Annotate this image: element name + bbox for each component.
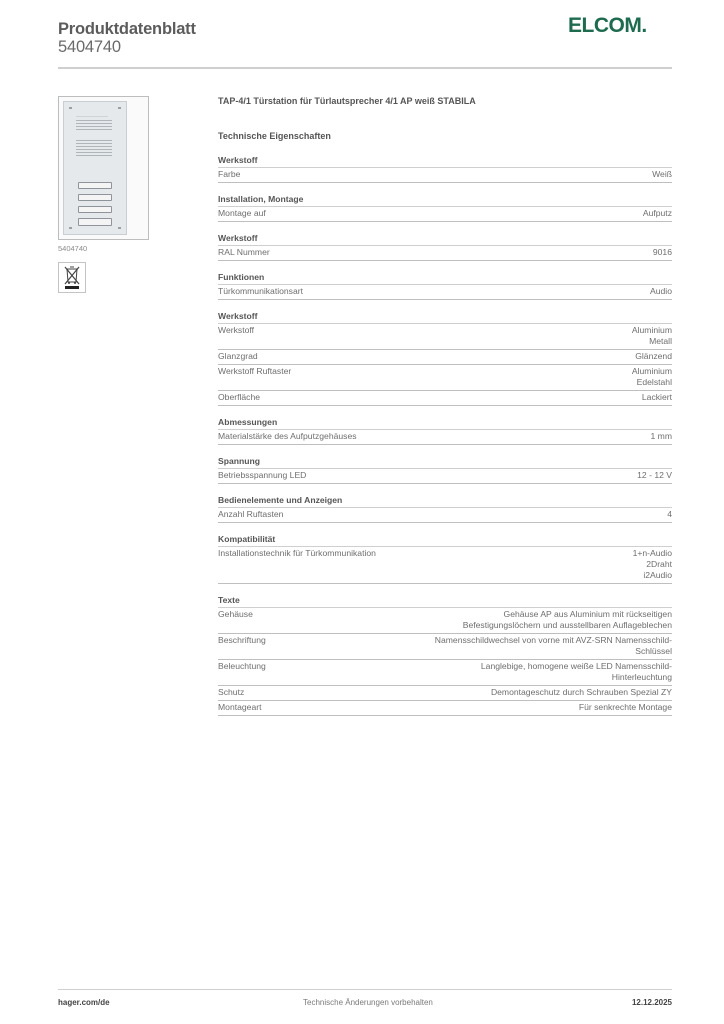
property-row [218,207,672,222]
call-button-nameplate [78,182,112,189]
screw-icon [118,107,121,109]
property-value [633,548,672,581]
property-row [218,547,672,584]
property-value-line: Schlüssel [635,646,672,656]
screw-icon [69,107,72,109]
property-row [218,634,672,660]
property-label: Werkstoff [218,325,254,335]
speaker-grille-line [76,140,112,141]
property-row [218,430,672,445]
group-title: Funktionen [218,271,672,285]
group-title: Installation, Montage [218,193,672,207]
speaker-grille-line [76,129,112,130]
property-label: Materialstärke des Aufputzgehäuses [218,431,357,441]
property-value [635,351,672,362]
speaker-grille-line [76,146,112,147]
footer-date: 12.12.2025 [631,998,672,1007]
property-value [491,687,672,698]
property-value [642,392,672,403]
group-title: Werkstoff [218,232,672,246]
header-divider [58,67,672,69]
property-row [218,246,672,261]
property-row [218,391,672,406]
speaker-grille-line [76,120,112,121]
property-group [218,594,672,716]
property-row [218,701,672,716]
footer-disclaimer: Technische Änderungen vorbehalten [303,998,433,1007]
property-label: Montageart [218,702,262,712]
property-value-line: Gehäuse AP aus Aluminium mit rückseitigen [503,609,672,619]
speaker-grille-line [76,126,112,127]
property-value [435,635,672,657]
property-label: Werkstoff Ruftaster [218,366,292,376]
property-value-line: Weiß [652,169,672,179]
property-value-line: Befestigungslöchern und ausstellbaren Auflageblechen [462,620,672,630]
group-title: Abmessungen [218,416,672,430]
property-value [637,470,672,481]
footer-website: hager.com/de [58,998,110,1007]
property-value-line: Demontageschutz durch Schrauben Spezial ZY [490,687,672,697]
property-row [218,608,672,634]
property-value-line: Namensschildwechsel von vorne mit AVZ-SRN Namensschild- [434,635,672,645]
property-label: Farbe [218,169,241,179]
property-value [667,509,672,520]
speaker-grille-line [76,116,108,117]
property-value-line: Für senkrechte Montage [578,702,672,712]
property-value-line: Edelstahl [636,377,672,387]
property-group [218,416,672,445]
property-row [218,350,672,365]
property-value [643,208,672,219]
property-row [218,365,672,391]
property-row [218,285,672,300]
product-image [58,96,149,240]
speaker-grille-line [76,143,112,144]
property-label: Beschriftung [218,635,266,645]
property-label: Türkommunikationsart [218,286,304,296]
screw-icon [118,227,121,229]
property-label: RAL Nummer [218,247,270,257]
screw-icon [69,227,72,229]
call-button-nameplate [78,194,112,201]
property-value [481,661,672,683]
property-groups [218,154,672,716]
property-group [218,271,672,300]
property-row [218,686,672,701]
product-title: TAP-4/1 Türstation für Türlautsprecher 4/1 AP weiß STABILA [218,96,476,106]
property-group [218,232,672,261]
property-group [218,494,672,523]
group-title: Werkstoff [218,310,672,324]
property-group [218,455,672,484]
property-value-line: Langlebige, homogene weiße LED Namensschild- [480,661,672,671]
property-group [218,533,672,584]
section-title: Technische Eigenschaften [218,131,331,141]
property-label: Montage auf [218,208,266,218]
property-label: Oberfläche [218,392,261,402]
property-value [632,366,672,388]
group-title: Werkstoff [218,154,672,168]
document-title: Produktdatenblatt [58,20,196,38]
speaker-grille-line [76,155,112,156]
property-row [218,660,672,686]
speaker-grille-line [76,123,112,124]
speaker-grille-line [76,152,112,153]
property-row [218,168,672,183]
property-row [218,324,672,350]
property-value-line: 1+n-Audio [632,548,672,558]
property-row [218,508,672,523]
property-value-line: i2Audio [643,570,672,580]
property-label: Beleuchtung [218,661,266,671]
property-value [579,702,672,713]
property-value-line: Aufputz [642,208,672,218]
property-value-line: 2Draht [646,559,672,569]
property-value-line: Audio [650,286,672,296]
property-value-line: Aluminium [631,366,672,376]
speaker-grille-line [76,149,112,150]
property-value-line: Glänzend [635,351,672,361]
property-value-line: Lackiert [641,392,672,402]
group-title: Spannung [218,455,672,469]
property-value-line: 9016 [652,247,672,257]
footer-divider [58,989,672,990]
property-label: Gehäuse [218,609,253,619]
property-value [653,247,672,258]
property-value-line: Metall [649,336,672,346]
property-label: Schutz [218,687,245,697]
property-row [218,469,672,484]
group-title: Kompatibilität [218,533,672,547]
property-group [218,310,672,406]
property-value-line: 12 - 12 V [637,470,672,480]
call-button-nameplate [78,218,112,226]
property-value [650,286,672,297]
property-value [632,325,672,347]
property-label: Glanzgrad [218,351,258,361]
property-value [652,169,672,180]
image-caption: 5404740 [58,244,88,253]
elcom-logo: ELCOM. [568,14,647,37]
group-title: Bedienelemente und Anzeigen [218,494,672,508]
property-value-line: 4 [667,509,672,519]
technical-properties [218,96,672,726]
property-value-line: Aluminium [631,325,672,335]
property-label: Betriebsspannung LED [218,470,307,480]
property-group [218,193,672,222]
weee-disposal-icon [58,262,86,293]
article-number: 5404740 [58,38,121,56]
property-label: Anzahl Ruftasten [218,509,284,519]
property-group [218,154,672,183]
property-value-line: 1 mm [650,431,672,441]
property-label: Installationstechnik für Türkommunikation [218,548,376,558]
property-value [651,431,672,442]
property-value [463,609,672,631]
property-value-line: Hinterleuchtung [611,672,672,682]
group-title: Texte [218,594,672,608]
call-button-nameplate [78,206,112,213]
door-station-panel-illustration [63,101,127,235]
